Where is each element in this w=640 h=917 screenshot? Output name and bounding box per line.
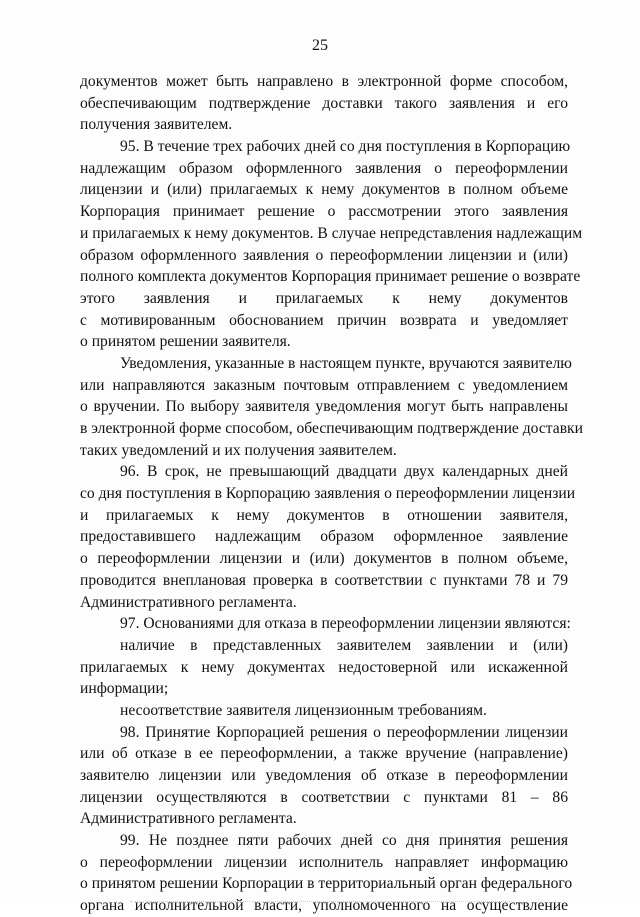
text-line: наличие в представленных заявителем заявлении и (или) [120, 636, 568, 654]
text-line: Корпорация принимает решение о рассмотрении этого заявления [80, 203, 568, 221]
text-line: со дня поступления в Корпорацию заявления о переоформлении лицензии [80, 485, 576, 503]
text-line: таких уведомлений и их получения заявителем. [80, 441, 397, 459]
text-line: лицензии и (или) прилагаемых к нему документов в полном объеме [80, 181, 568, 199]
text-line: лицензии осуществляются в соответствии с пунктами 81 – 86 [80, 788, 568, 806]
text-line: образом оформленного заявления о переоформлении лицензии и (или) [80, 246, 568, 264]
text-line: и прилагаемых к нему документов. В случае непредставления надлежащим [80, 224, 583, 242]
text-line: 98. Принятие Корпорацией решения о переоформлении лицензии [120, 723, 568, 741]
text-line: или направляются заказным почтовым отправлением с уведомлением [80, 376, 568, 394]
text-line: о принятом решении заявителя. [80, 333, 291, 351]
text-line: прилагаемых к нему документах недостоверной или искаженной [80, 658, 568, 676]
text-line: полного комплекта документов Корпорация принимает решение о возврате [80, 268, 581, 286]
text-line: Уведомления, указанные в настоящем пункте, вручаются заявителю [120, 354, 572, 372]
text-line: или об отказе в ее переоформлении, а также вручение (направление) [80, 745, 568, 763]
body-text [80, 71, 583, 917]
text-line: получения заявителем. [80, 116, 233, 134]
text-line: и прилагаемых к нему документов в отношении заявителя, [80, 506, 568, 524]
text-line: 97. Основаниями для отказа в переоформлении лицензии являются: [120, 615, 571, 633]
text-line: предоставившего надлежащим образом оформленное заявление [80, 528, 568, 546]
text-line: 96. В срок, не превышающий двадцати двух календарных дней [120, 463, 568, 481]
text-line: проводится внеплановая проверка в соответствии с пунктами 78 и 79 [80, 571, 568, 589]
text-line: 95. В течение трех рабочих дней со дня поступления в Корпорацию [120, 138, 571, 156]
text-line: о принятом решении Корпорации в территориальный орган федерального [80, 875, 573, 893]
scan-edge-mark [130, 901, 510, 902]
text-line: 99. Не позднее пяти рабочих дней со дня принятия решения [120, 832, 568, 850]
text-line: несоответствие заявителя лицензионным требованиям. [120, 701, 487, 719]
page-number: 25 [312, 37, 328, 54]
text-line: надлежащим образом оформленного заявления о переоформлении [80, 159, 568, 177]
text-line: о вручении. По выбору заявителя уведомления могут быть направлены [80, 398, 568, 416]
text-line: о переоформлении лицензии и (или) документов в полном объеме, [80, 550, 568, 568]
text-line: органа исполнительной власти, уполномоченного на осуществление [80, 897, 568, 915]
text-line: обеспечивающим подтверждение доставки такого заявления и его [80, 94, 568, 112]
text-line: информации; [80, 680, 169, 698]
text-line: заявителю лицензии или уведомления об отказе в переоформлении [80, 767, 568, 784]
text-line: Административного регламента. [80, 593, 297, 611]
text-line: документов может быть направлено в электронной форме способом, [80, 73, 568, 90]
text-line: в электронной форме способом, обеспечивающим подтверждение доставки [80, 420, 583, 437]
text-line: с мотивированным обоснованием причин возврата и уведомляет [80, 311, 568, 329]
text-line: о переоформлении лицензии исполнитель направляет информацию [80, 853, 568, 871]
text-line: Административного регламента. [80, 810, 297, 828]
text-line: этого заявления и прилагаемых к нему документов [80, 289, 568, 307]
